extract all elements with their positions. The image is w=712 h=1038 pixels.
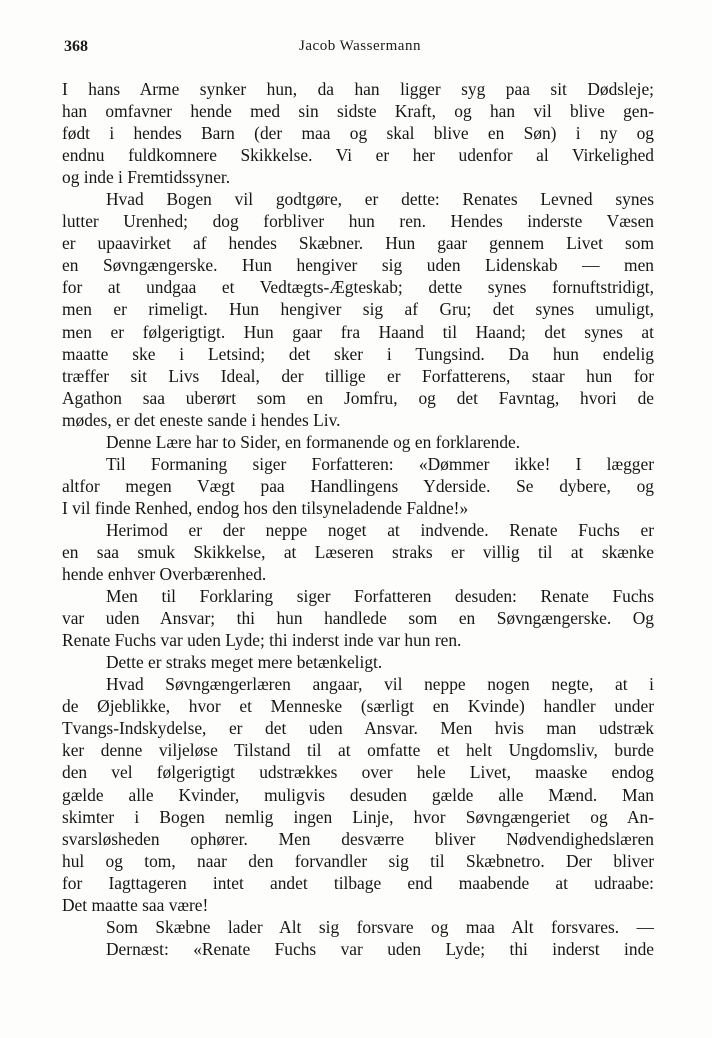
text-line: Renate Fuchs var uden Lyde; thi inderst inde var hun ren. (62, 630, 462, 651)
text-line: Hvad Søvngængerlæren angaar, vil neppe nogen negte, at i (106, 674, 654, 695)
text-line: Men til Forklaring siger Forfatteren desuden: Renate Fuchs (106, 586, 654, 607)
text-line: træffer sit Livs Ideal, der tillige er Forfatterens, staar hun for (62, 365, 654, 386)
text-line: Tvangs-Indskydelse, er det uden Ansvar. Men hvis man udstræk (62, 718, 654, 739)
text-line: ker denne viljeløse Tilstand til at omfatte et helt Ungdomsliv, burde (62, 740, 654, 761)
page-number: 368 (64, 38, 88, 55)
body-text (62, 78, 654, 960)
text-line: Det maatte saa være! (62, 894, 209, 915)
text-line: endnu fuldkomnere Skikkelse. Vi er her udenfor al Virkelighed (62, 145, 654, 166)
text-line: en Søvngængerske. Hun hengiver sig uden Lidenskab — men (62, 255, 654, 276)
text-line: altfor megen Vægt paa Handlingens Yderside. Se dybere, og (62, 475, 654, 496)
text-line: Til Formaning siger Forfatteren: «Dømmer ikke! I lægger (106, 453, 654, 474)
text-line: skimter i Bogen nemlig ingen Linje, hvor Søvngængeriet og An- (62, 806, 654, 827)
text-line: og inde i Fremtidssyner. (62, 167, 231, 188)
text-line: en saa smuk Skikkelse, at Læseren straks er villig til at skænke (62, 541, 654, 562)
text-line: Dernæst: «Renate Fuchs var uden Lyde; thi inderst inde (106, 938, 654, 959)
text-line: men er følgerigtigt. Hun gaar fra Haand til Haand; det synes at (62, 321, 654, 342)
text-line: I hans Arme synker hun, da han ligger syg paa sit Dødsleje; (62, 79, 654, 99)
text-line: Hvad Bogen vil godtgøre, er dette: Renates Levned synes (106, 189, 654, 210)
text-line: svarsløsheden ophører. Men desværre bliver Nødvendighedslæren (62, 828, 654, 849)
text-line: han omfavner hende med sin sidste Kraft, og han vil blive gen- (62, 101, 654, 122)
text-line: hende enhver Overbærenhed. (62, 564, 267, 585)
text-line: mødes, er det eneste sande i hendes Liv. (62, 409, 341, 430)
text-line: Herimod er der neppe noget at indvende. Renate Fuchs er (106, 519, 654, 540)
text-line: maatte ske i Letsind; det sker i Tungsind. Da hun endelig (62, 343, 654, 364)
text-line: Dette er straks meget mere betænkeligt. (106, 652, 383, 673)
text-line: for Iagttageren intet andet tilbage end maabende at udraabe: (62, 872, 654, 893)
page-header (64, 38, 656, 60)
text-line: Som Skæbne lader Alt sig forsvare og maa Alt forsvares. — (106, 916, 654, 937)
text-line: gælde alle Kvinder, muligvis desuden gælde alle Mænd. Man (62, 784, 654, 805)
text-line: er upaavirket af hendes Skæbner. Hun gaar gennem Livet som (62, 233, 654, 254)
text-line: født i hendes Barn (der maa og skal blive en Søn) i ny og (62, 123, 654, 144)
text-line: hul og tom, naar den forvandler sig til Skæbnetro. Der bliver (62, 850, 654, 871)
text-line: Denne Lære har to Sider, en formanende og en forklarende. (106, 431, 521, 452)
text-line: lutter Urenhed; dog forbliver hun ren. Hendes inderste Væsen (62, 211, 654, 232)
text-line: men er rimeligt. Hun hengiver sig af Gru; det synes umuligt, (62, 299, 654, 320)
text-line: var uden Ansvar; thi hun handlede som en Søvngængerske. Og (62, 608, 654, 629)
text-line: de Øjeblikke, hvor et Menneske (særligt en Kvinde) handler under (62, 696, 654, 717)
text-line: den vel følgerigtigt udstrækkes over hele Livet, maaske endog (62, 762, 654, 783)
text-line: I vil finde Renhed, endog hos den tilsyneladende Faldne!» (62, 497, 469, 518)
running-head: Jacob Wassermann (299, 38, 421, 54)
text-line: Agathon saa uberørt som en Jomfru, og det Favntag, hvori de (62, 387, 654, 408)
text-line: for at undgaa et Vedtægts-Ægteskab; dette synes fornuftstridigt, (62, 277, 654, 298)
